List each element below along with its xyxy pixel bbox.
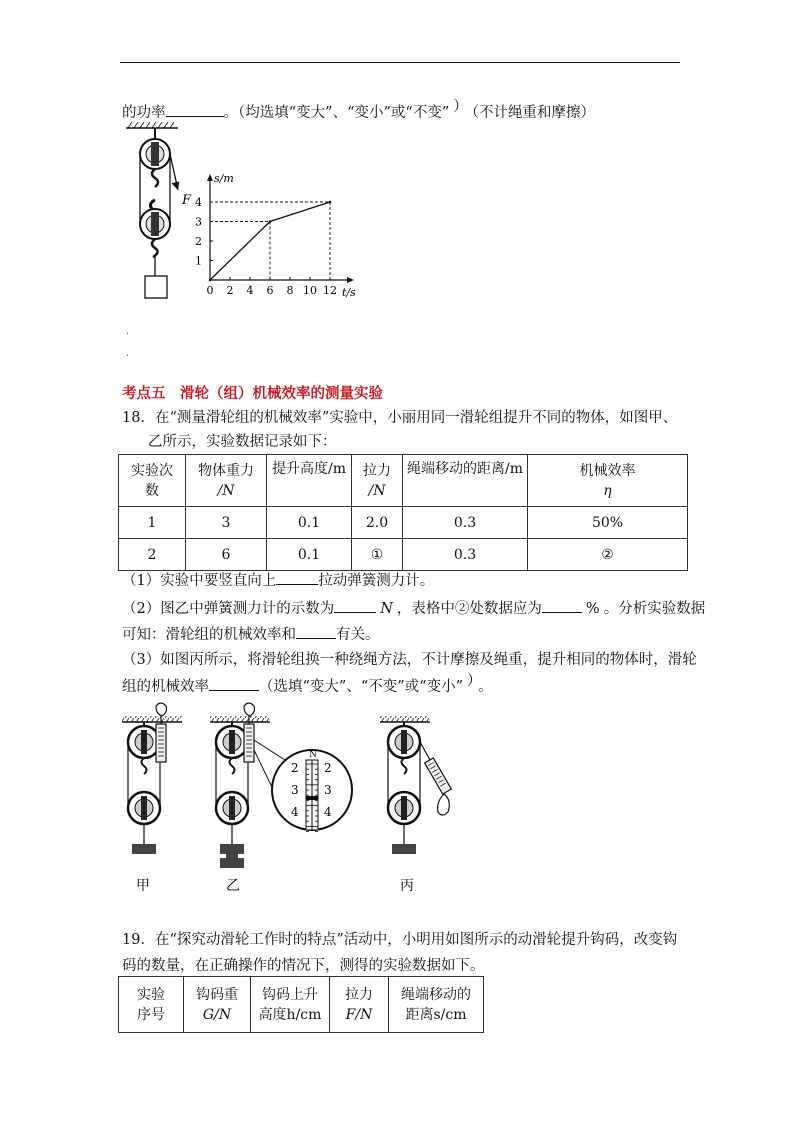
prev-text-start: 的功率 <box>122 105 166 121</box>
table-row <box>119 539 688 571</box>
q18-table <box>118 454 688 571</box>
table-cell: ② <box>528 539 688 571</box>
fig-label-bing: 丙 <box>400 878 414 894</box>
table-cell: 2 <box>119 539 186 571</box>
force-label: F <box>182 193 192 208</box>
q18-sub3-line1: （3）如图丙所示，将滑轮组换一种绕绳方法，不计摩擦及绳重，提升相同的物体时，滑轮 <box>122 652 697 668</box>
table-cell: ① <box>352 539 403 571</box>
figure-yi <box>210 703 352 868</box>
answer-blank <box>209 676 259 691</box>
y-tick-label: 1 <box>195 254 202 268</box>
table-cell: 0.1 <box>267 539 352 571</box>
scale-tick-label: 2 <box>291 761 299 775</box>
table-cell: 6 <box>186 539 267 571</box>
x-tick-label: 6 <box>266 284 274 297</box>
dot-mark: . <box>126 326 130 337</box>
q18-intro-line1: 18．在“测量滑轮组的机械效率”实验中，小丽用同一滑轮组提升不同的物体，如图甲、 <box>122 410 678 426</box>
q19-intro-line2: 码的数量，在正确操作的情况下，测得的实验数据如下。 <box>122 958 485 974</box>
magnified-scale <box>272 750 352 832</box>
section-title: 考点五 滑轮（组）机械效率的测量实验 <box>122 385 383 402</box>
q18-sub1: （1）实验中要竖直向上 拉动弹簧测力计。 <box>122 570 434 591</box>
table-cell: 0.1 <box>267 507 352 539</box>
table-cell: 0.3 <box>403 539 528 571</box>
header-cell: 实验次 数 <box>119 455 186 507</box>
header-cell: 绳端移动的距离/m <box>403 455 528 507</box>
q18-figures <box>110 700 470 900</box>
answer-blank <box>276 570 318 585</box>
data-point <box>209 279 212 282</box>
header-cell: 钩码重 G/N <box>184 977 251 1033</box>
x-tick-label: 10 <box>303 284 317 297</box>
dot-mark: . <box>126 348 130 359</box>
scale-tick-label: 4 <box>324 805 332 819</box>
scale-tick-label: 3 <box>291 783 299 797</box>
answer-blank <box>166 102 224 117</box>
scale-tick-label: 3 <box>324 783 332 797</box>
table-cell: 1 <box>119 507 186 539</box>
q18-sub2: （2）图乙中弹簧测力计的示数为 N ，表格中②处数据应为 % 。分析实验数据 <box>122 598 705 619</box>
figure-bing <box>380 716 451 854</box>
prev-text-end: 。（均选填“变大”、“变小”或“不变” <box>223 105 450 121</box>
header-cell: 提升高度/m <box>267 455 352 507</box>
pulley-graph-figure <box>118 120 378 310</box>
data-point <box>329 201 332 204</box>
answer-blank <box>296 624 336 639</box>
fig-label-yi: 乙 <box>226 878 240 894</box>
x-tick-label: 8 <box>286 284 294 297</box>
table-cell: 2.0 <box>352 507 403 539</box>
fig-label-jia: 甲 <box>136 878 150 894</box>
header-cell: 机械效率 η <box>528 455 688 507</box>
header-cell: 拉力 /N <box>352 455 403 507</box>
y-tick-label: 2 <box>195 235 202 248</box>
table-row <box>119 507 688 539</box>
s-t-chart <box>195 172 356 299</box>
x-axis-label: t/s <box>342 286 356 299</box>
header-cell: 钩码上升 高度h/cm <box>251 977 330 1033</box>
scale-tick-label: 2 <box>324 761 332 775</box>
q18-sub2-cont: 可知：滑轮组的机械效率和 有关。 <box>122 624 380 645</box>
table-header-row <box>119 455 688 507</box>
movable-pulley <box>140 209 170 239</box>
table-cell: 0.3 <box>403 507 528 539</box>
y-axis-label: s/m <box>214 172 234 185</box>
header-cell: 物体重力 /N <box>186 455 267 507</box>
table-cell: 50% <box>528 507 688 539</box>
y-axis-arrow <box>207 174 213 181</box>
top-rule <box>120 62 680 63</box>
header-cell: 绳端移动的 距离s/cm <box>389 977 484 1033</box>
q18-intro-line2: 乙所示，实验数据记录如下： <box>148 434 337 450</box>
answer-blank <box>334 598 376 613</box>
header-cell: 拉力 F/N <box>330 977 389 1033</box>
prev-paren: ） <box>453 99 468 115</box>
fixed-pulley <box>140 139 170 169</box>
x-tick-label: 12 <box>323 284 337 297</box>
q18-sub3-line2: 组的机械效率 （选填“变大”、“不变”或“变小” ） 。 <box>122 673 493 695</box>
figure-jia <box>122 703 182 854</box>
header-cell: 实验 序号 <box>119 977 184 1033</box>
y-tick-label: 3 <box>195 215 202 229</box>
table-header-row <box>119 977 484 1033</box>
data-point <box>269 220 272 223</box>
weight-block <box>145 276 167 298</box>
x-tick-label: 2 <box>226 284 234 297</box>
prev-note: （不计绳重和摩擦） <box>471 105 595 121</box>
x-tick-label: 0 <box>206 284 214 297</box>
scale-unit-label: N <box>309 750 317 760</box>
q19-table <box>118 976 484 1033</box>
scale-tick-label: 4 <box>291 805 299 819</box>
table-cell: 3 <box>186 507 267 539</box>
y-tick-label: 4 <box>195 196 202 209</box>
x-tick-label: 4 <box>246 284 254 297</box>
q19-intro-line1: 19．在“探究动滑轮工作时的特点”活动中，小明用如图所示的动滑轮提升钩码，改变钩 <box>122 932 678 948</box>
answer-blank <box>542 598 582 613</box>
x-axis-arrow <box>347 277 354 283</box>
